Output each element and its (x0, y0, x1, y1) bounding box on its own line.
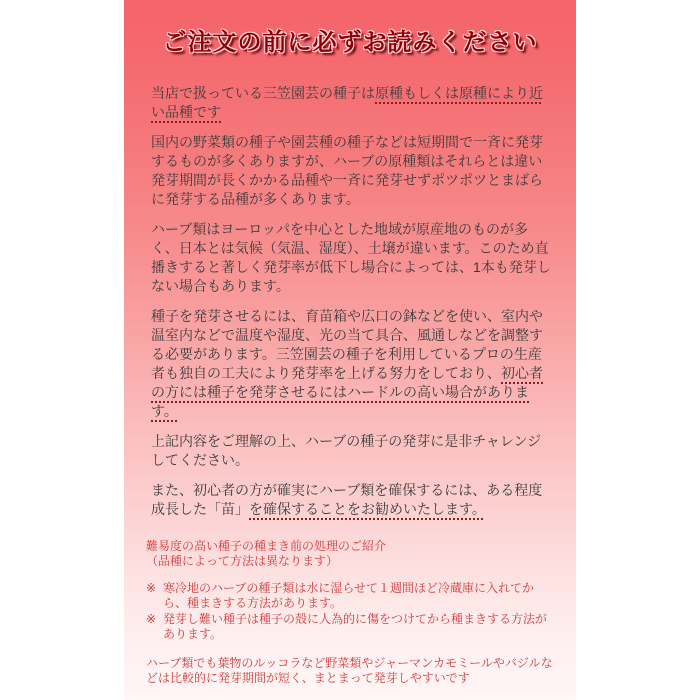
tip-item-2 (146, 612, 558, 642)
paragraph-5-text: 上記内容をご理解の上、ハーブの種子の発芽に是非チャレンジしてください。 (151, 433, 542, 468)
paragraph-6-underlined-text: を確保することをお勧めいたします。 (249, 501, 486, 517)
paragraph-1-text: 当店で扱っている三笠園芸の種子は (151, 85, 375, 101)
paragraph-2 (151, 133, 552, 209)
notice-body (124, 78, 576, 519)
page-title: ご注文の前に必ずお読みください (162, 28, 538, 56)
tip-1-marker: ※ (146, 581, 157, 595)
paragraph-1 (151, 84, 552, 122)
tips-header (146, 539, 558, 569)
paragraph-6 (151, 481, 552, 519)
tip-2-text: 発芽し難い種子は種子の殻に人為的に傷をつけてから種まきする方法があります。 (163, 612, 548, 641)
paragraph-4-text: 種子を発芽させるには、育苗箱や広口の鉢などを使い、室内や温室内などで温度や湿度、光の当て具合、風通しなどを調整する必要があります。三笠園芸の種子を利用しているプロの生産者も独自の工夫により発芽率を上げる努力をしており、 (151, 308, 543, 381)
paragraph-3 (151, 220, 552, 296)
tips-header-line2: （品種によって方法は異なります） (146, 554, 339, 568)
paragraph-5 (151, 432, 552, 470)
notice-panel (124, 0, 576, 700)
tips-section (124, 539, 576, 686)
tip-1-text: 寒冷地のハーブの種子類は水に湿らせて１週間ほど冷蔵庫に入れてから、種まきする方法があります。 (163, 581, 535, 610)
tip-2-marker: ※ (146, 612, 157, 626)
paragraph-6-text: また、初心者の方が確実にハーブ類を確保するには、ある程度成長した「苗」 (151, 482, 543, 517)
paragraph-2-text: 国内の野菜類の種子や園芸種の種子などは短期間で一斉に発芽するものが多くありますが、ハーブの原種類はそれらとは違い発芽期間が長くかかる品種や一斉に発芽せずポツポツとまばらに発芽する品種が多くあります。 (151, 134, 543, 207)
tips-header-line1: 難易度の高い種子の種まき前の処理のご紹介 (146, 539, 387, 553)
paragraph-3-text: ハーブ類はヨーロッパを中心とした地域が原産地のものが多く、日本とは気候（気温、湿度）、土壌が違います。このため直播きすると著しく発芽率が低下し場合によっては、1本も発芽しない場合もあります。 (151, 221, 551, 294)
paragraph-4 (151, 307, 552, 421)
tips-footer: ハーブ類でも葉物のルッコラなど野菜類やジャーマンカモミールやバジルなどは比較的に発芽期間が短く、まとまって発芽しやすいです (146, 656, 553, 685)
paragraph-1-underlined-text: 原種もしくは原種により近い品種です (151, 85, 543, 120)
paragraph-4-underlined-text: 初心者の方には種子を発芽させるにはハードルの高い場合があります。 (151, 365, 543, 419)
tip-item-1 (146, 581, 558, 611)
